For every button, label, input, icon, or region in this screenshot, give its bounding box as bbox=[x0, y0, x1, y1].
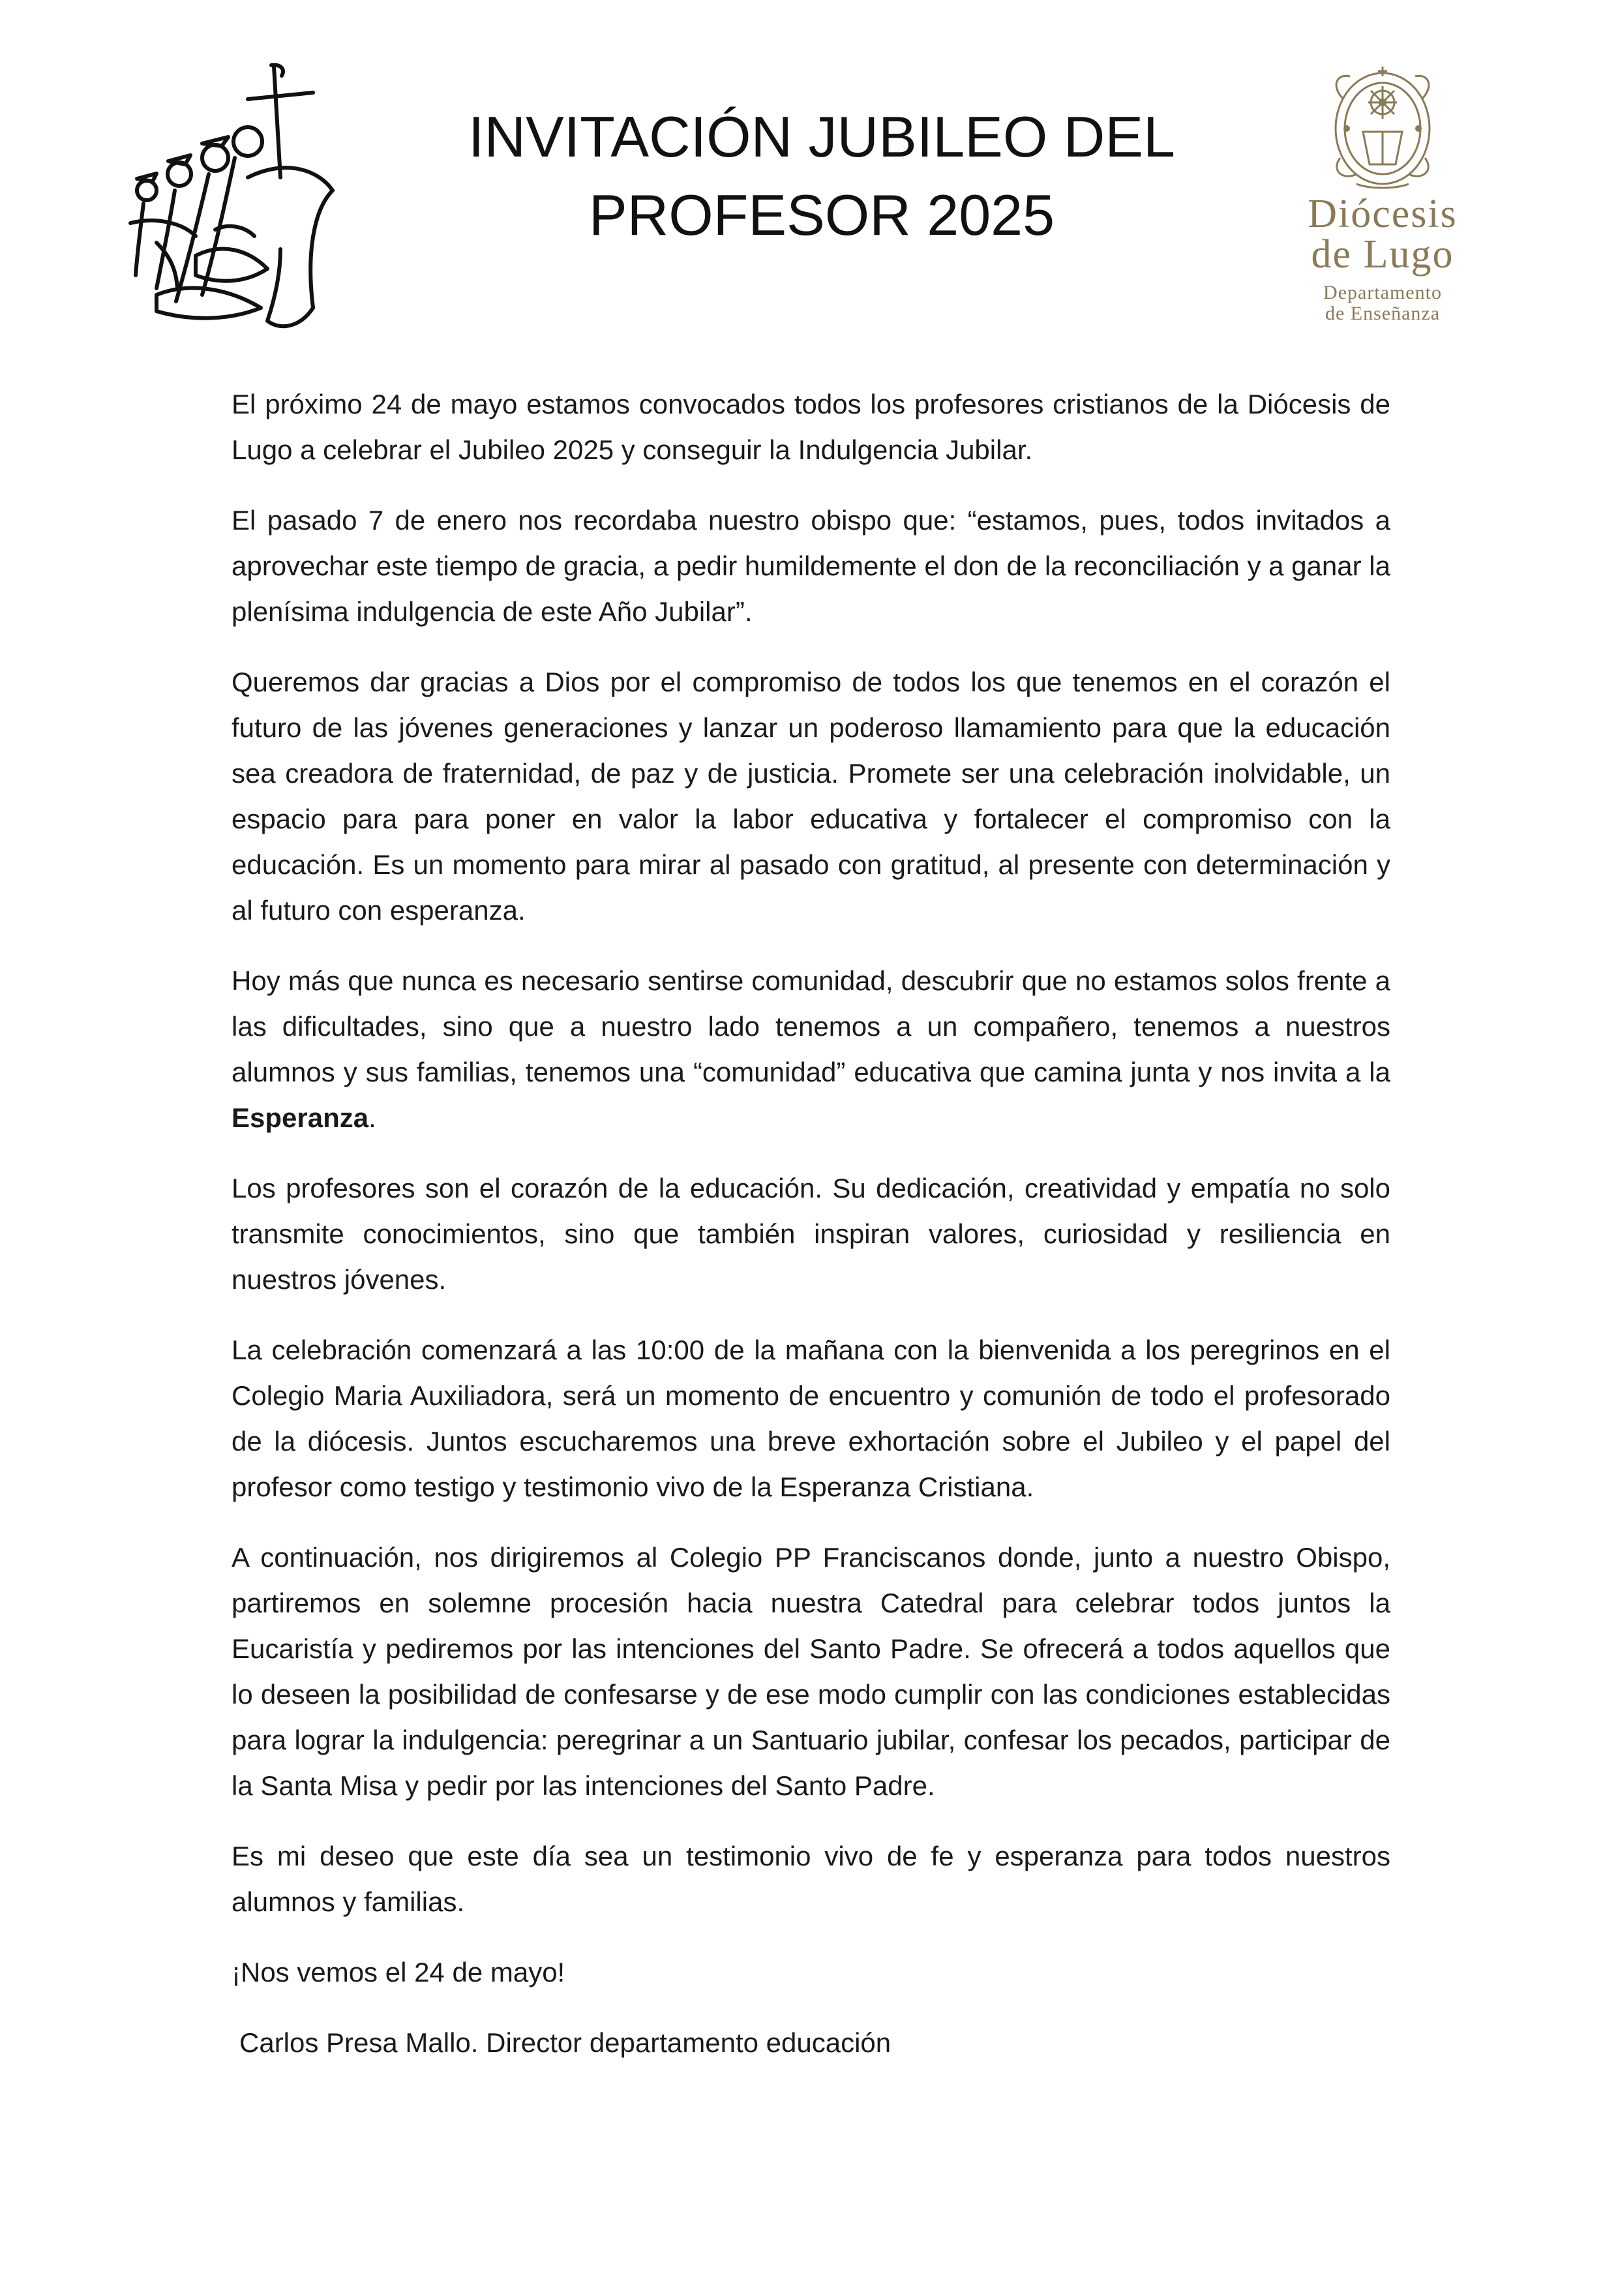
letter-body bbox=[232, 382, 1390, 2091]
diocese-dept-line-1: Departamento bbox=[1323, 282, 1442, 303]
paragraph-6: La celebración comenzará a las 10:00 de la mañana con la bienvenida a los peregrinos en el Colegio Maria Auxiliadora, será un momento de encuentro y comunión de todo el profesorado de la diócesis. Juntos escucharemos una breve exhortación sobre el Jubileo y el papel del profesor como testigo y testimonio vivo de la Esperanza Cristiana. bbox=[232, 1335, 1390, 1502]
paragraph-4-end: . bbox=[368, 1102, 376, 1133]
paragraph-5: Los profesores son el corazón de la educación. Su dedicación, creatividad y empatía no solo transmite conocimientos, sino que también inspiran valores, curiosidad y resiliencia en nuestros jóvenes. bbox=[232, 1173, 1390, 1295]
paragraph-7: A continuación, nos dirigiremos al Colegio PP Franciscanos donde, junto a nuestro Obispo, partiremos en solemne procesión hacia nuestra Catedral para celebrar todos juntos la Eucaristía y pediremos por las intenciones del Santo Padre. Se ofrecerá a todos aquellos que lo deseen la posibilidad de confesarse y de ese modo cumplir con las condiciones establecidas para lograr la indulgencia: peregrinar a un Santuario jubilar, confesar los pecados, participar de la Santa Misa y pedir por las intenciones del Santo Padre. bbox=[232, 1542, 1390, 1801]
paragraph-8: Es mi deseo que este día sea un testimonio vivo de fe y esperanza para todos nuestros alumnos y familias. bbox=[232, 1841, 1390, 1917]
closing-line: ¡Nos vemos el 24 de mayo! bbox=[232, 1957, 565, 1987]
paragraph-1: El próximo 24 de mayo estamos convocados todos los profesores cristianos de la Diócesis de Lugo a celebrar el Jubileo 2025 y conseguir la Indulgencia Jubilar. bbox=[232, 389, 1390, 465]
esperanza-emphasis: Esperanza bbox=[232, 1102, 369, 1133]
title-line-1: INVITACIÓN JUBILEO DEL bbox=[468, 104, 1175, 169]
diocese-name-line-1: Diócesis bbox=[1308, 192, 1458, 236]
title-line-2: PROFESOR 2025 bbox=[588, 183, 1055, 247]
signature: Carlos Presa Mallo. Director departamento educación bbox=[239, 2027, 891, 2058]
diocese-dept-line-2: de Enseñanza bbox=[1325, 303, 1441, 324]
diocese-emblem-icon bbox=[1285, 60, 1480, 190]
document-title bbox=[365, 98, 1278, 254]
paragraph-3: Queremos dar gracias a Dios por el compromiso de todos los que tenemos en el corazón el futuro de las jóvenes generaciones y lanzar un poderoso llamamiento para que la educación sea creadora de fraternidad, de paz y de justicia. Promete ser una celebración inolvidable, un espacio para para poner en valor la labor educativa y fortalecer el compromiso con la educación. Es un momento para mirar al pasado con gratitud, al presente con determinación y al futuro con esperanza. bbox=[232, 667, 1390, 926]
jubilee-teachers-logo bbox=[117, 60, 352, 340]
paragraph-2: El pasado 7 de enero nos recordaba nuestro obispo que: “estamos, pues, todos invitados a aprovechar este tiempo de gracia, a pedir humildemente el don de la reconciliación y a ganar la plenísima indulgencia de este Año Jubilar”. bbox=[232, 505, 1390, 627]
diocese-name-line-2: de Lugo bbox=[1311, 232, 1454, 277]
diocese-logo bbox=[1285, 60, 1480, 324]
paragraph-4-text: Hoy más que nunca es necesario sentirse comunidad, descubrir que no estamos solos frente a las dificultades, sino que a nuestro lado tenemos a un compañero, tenemos a nuestros alumnos y sus familias, tenemos una “comunidad” educativa que camina junta y nos invita a la bbox=[232, 965, 1390, 1087]
paragraph-4 bbox=[232, 958, 1390, 1141]
